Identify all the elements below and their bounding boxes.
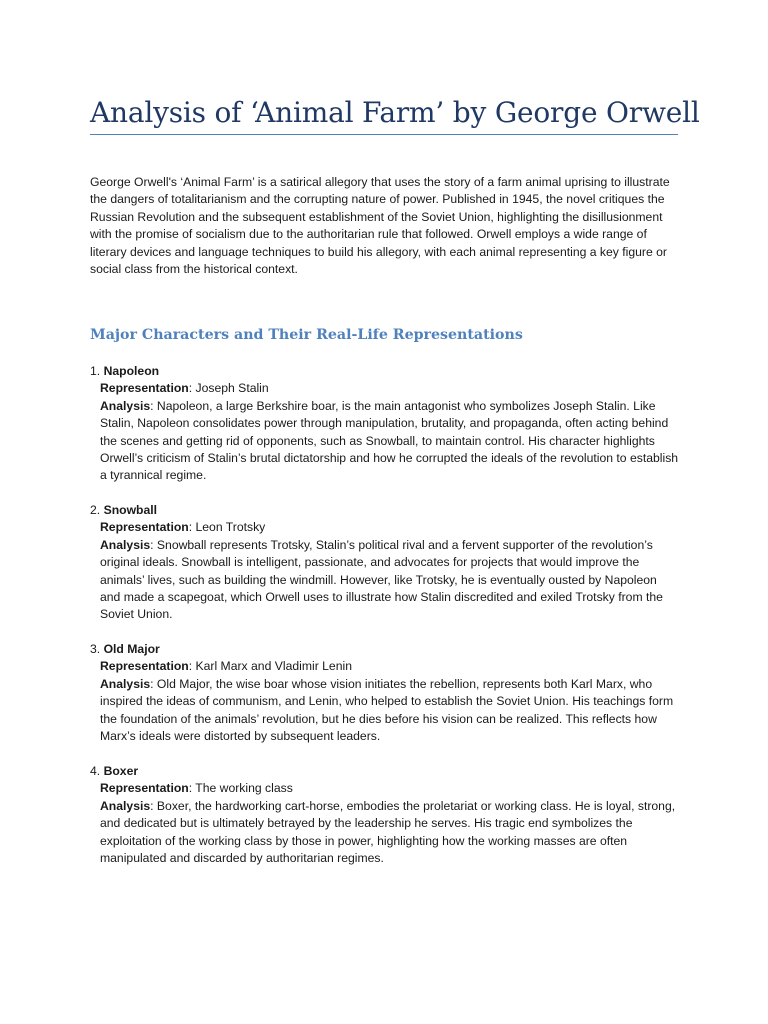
character-name: Boxer: [103, 764, 139, 778]
character-entry-snowball: [90, 502, 680, 624]
representation-label: Representation: [100, 659, 189, 674]
character-name-line: [90, 363, 680, 380]
character-entry-napoleon: [90, 363, 680, 485]
character-name-line: [90, 641, 680, 658]
representation-line: Representation: Leon Trotsky: [100, 520, 266, 535]
analysis-label: Analysis: [100, 798, 151, 813]
analysis-line: Analysis: Snowball represents Trotsky, Stalin’s political rival and a fervent supporter of the revolution’s original ideals. Snowball is intelligent, passionate, and advocates for projects that would improve the animals’ lives, such as building the windmill. However, like Trotsky, he is eventually ousted by Napoleon and made a scapegoat, which Orwell uses to illustrate how Stalin discredited and exiled Trotsky from the Soviet Union.: [100, 537, 663, 622]
representation-line: Representation: Joseph Stalin: [100, 381, 269, 396]
character-name: Old Major: [103, 642, 160, 656]
character-name: Napoleon: [103, 364, 160, 378]
representation-value: Karl Marx and Vladimir Lenin: [195, 659, 352, 674]
analysis-text: Boxer, the hardworking cart-horse, embodies the proletariat or working class. He is loyal, strong, and dedicated but is ultimately betrayed by the leadership he serves. His tragic end symbolizes the exploitation of the working class by those in power, highlighting how the working masses are often manipulated and discarded by authoritarian regimes.: [100, 798, 676, 866]
character-number: 2.: [90, 503, 101, 517]
character-number: 3.: [90, 642, 101, 656]
analysis-line: Analysis: Boxer, the hardworking cart-horse, embodies the proletariat or working class. He is loyal, strong, and dedicated but is ultimately betrayed by the leadership he serves. His tragic end symbolizes the exploitation of the working class by those in power, highlighting how the working masses are often manipulated and discarded by authoritarian regimes.: [100, 798, 676, 866]
representation-value: The working class: [195, 781, 293, 796]
character-name-line: [90, 502, 680, 519]
analysis-line: Analysis: Napoleon, a large Berkshire boar, is the main antagonist who symbolizes Joseph Stalin. Like Stalin, Napoleon consolidates power through manipulation, brutality, and propaganda, often acting behind the scenes and getting rid of opponents, such as Snowball, to maintain control. His character highlights Orwell’s criticism of Stalin’s brutal dictatorship and how he corrupted the ideals of the revolution to establish a tyrannical regime.: [100, 398, 679, 483]
analysis-label: Analysis: [100, 398, 151, 413]
representation-label: Representation: [100, 520, 189, 535]
intro-paragraph: George Orwell's ‘Animal Farm’ is a satirical allegory that uses the story of a farm animal uprising to illustrate the dangers of totalitarianism and the corrupting nature of power. Published in 1945, the novel critiques the Russian Revolution and the subsequent establishment of the Soviet Union, highlighting the disillusionment with the promise of socialism due to the authoritarian rule that followed. Orwell employs a wide range of literary devices and language techniques to build his allegory, with each animal representing a key figure or social class from the historical context.: [90, 175, 670, 277]
representation-line: Representation: The working class: [100, 781, 293, 796]
character-entry-boxer: [90, 763, 680, 867]
section-heading: Major Characters and Their Real-Life Representations: [90, 327, 523, 343]
character-name-line: [90, 763, 680, 780]
title-underline-rule: [90, 134, 678, 135]
character-number: 4.: [90, 764, 101, 778]
document-title: Analysis of ‘Animal Farm’ by George Orwell: [90, 96, 700, 129]
representation-value: Joseph Stalin: [195, 381, 269, 396]
representation-label: Representation: [100, 781, 189, 796]
character-name: Snowball: [103, 503, 158, 517]
character-number: 1.: [90, 364, 101, 378]
analysis-text: Snowball represents Trotsky, Stalin’s political rival and a fervent supporter of the revolution’s original ideals. Snowball is intelligent, passionate, and advocates for projects that would improve the animals’ lives, such as building the windmill. However, like Trotsky, he is eventually ousted by Napoleon and made a scapegoat, which Orwell uses to illustrate how Stalin discredited and exiled Trotsky from the Soviet Union.: [100, 537, 663, 622]
analysis-line: Analysis: Old Major, the wise boar whose vision initiates the rebellion, represents both Karl Marx, who inspired the ideas of communism, and Lenin, who helped to establish the Soviet Union. His teachings form the foundation of the animals’ revolution, but he dies before his vision can be realized. This reflects how Marx’s ideals were distorted by subsequent leaders.: [100, 676, 674, 744]
analysis-text: Old Major, the wise boar whose vision initiates the rebellion, represents both Karl Marx, who inspired the ideas of communism, and Lenin, who helped to establish the Soviet Union. His teachings form the foundation of the animals’ revolution, but he dies before his vision can be realized. This reflects how Marx’s ideals were distorted by subsequent leaders.: [100, 676, 674, 744]
analysis-label: Analysis: [100, 537, 151, 552]
analysis-text: Napoleon, a large Berkshire boar, is the main antagonist who symbolizes Joseph Stalin. Like Stalin, Napoleon consolidates power through manipulation, brutality, and propaganda, often acting behind the scenes and getting rid of opponents, such as Snowball, to maintain control. His character highlights Orwell’s criticism of Stalin’s brutal dictatorship and how he corrupted the ideals of the revolution to establish a tyrannical regime.: [100, 398, 679, 483]
character-entry-old-major: [90, 641, 680, 745]
representation-value: Leon Trotsky: [195, 520, 266, 535]
representation-line: Representation: Karl Marx and Vladimir Lenin: [100, 659, 352, 674]
representation-label: Representation: [100, 381, 189, 396]
analysis-label: Analysis: [100, 676, 151, 691]
